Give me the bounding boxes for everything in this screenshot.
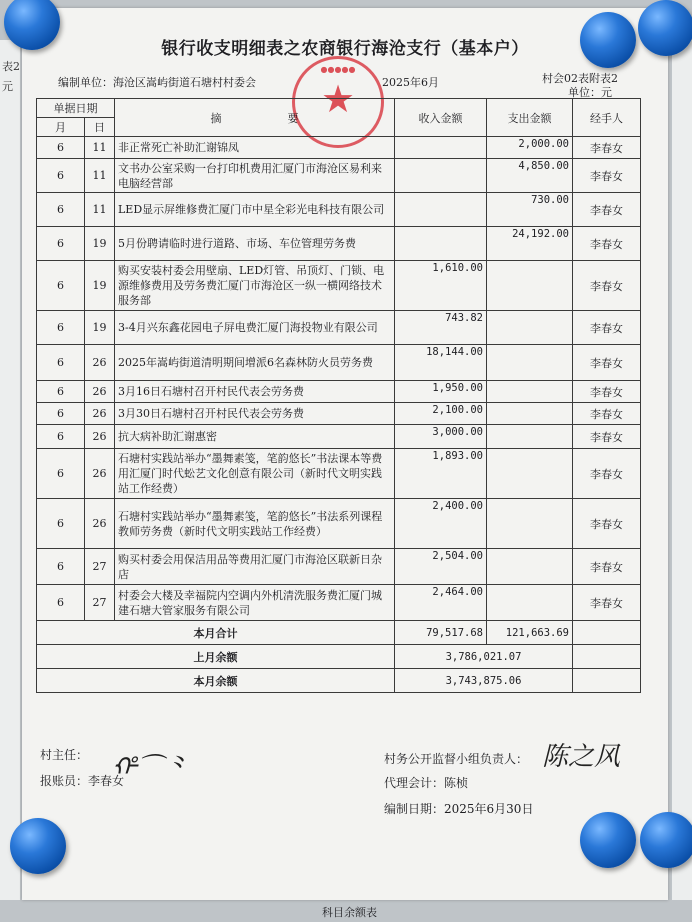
table-row	[37, 311, 641, 345]
table-row	[37, 549, 641, 585]
document-title: 银行收支明细表之农商银行海沧支行（基本户）	[161, 39, 529, 59]
currency-unit: 单位：元	[568, 86, 612, 99]
magnet-icon	[10, 818, 66, 874]
row-handler: 李春女	[573, 381, 641, 403]
row-handler: 李春女	[573, 345, 641, 381]
row-handler: 李春女	[573, 449, 641, 499]
row-handler: 李春女	[573, 159, 641, 193]
row-expense	[487, 549, 573, 585]
compile-date: 编制日期：2025年6月30日	[384, 802, 534, 816]
row-expense: 24,192.00	[487, 227, 573, 261]
row-month: 6	[37, 137, 85, 159]
row-expense: 2,000.00	[487, 137, 573, 159]
table-row	[37, 381, 641, 403]
row-day: 27	[85, 585, 115, 621]
table-row	[37, 585, 641, 621]
last-month-balance-label: 上月余额	[37, 645, 395, 669]
row-description: 3月30日石塘村召开村民代表会劳务费	[115, 403, 395, 425]
row-description: LED显示屏维修费汇厦门市中星全彩光电科技有限公司	[115, 193, 395, 227]
row-income: 743.82	[395, 311, 487, 345]
row-description: 非正常死亡补助汇谢锦凤	[115, 137, 395, 159]
table-row	[37, 403, 641, 425]
row-handler: 李春女	[573, 311, 641, 345]
header-summary: 摘 要	[115, 99, 395, 137]
row-description: 购买村委会用保洁用品等费用汇厦门市海沧区联新日杂店	[115, 549, 395, 585]
row-month: 6	[37, 403, 85, 425]
compiling-unit: 编制单位：海沧区嵩屿街道石塘村村委会	[58, 76, 256, 89]
row-expense	[487, 261, 573, 311]
header-handler: 经手人	[573, 99, 641, 137]
row-income	[395, 159, 487, 193]
row-income: 1,610.00	[395, 261, 487, 311]
row-day: 11	[85, 159, 115, 193]
adjacent-sheet-text: 表2	[2, 60, 20, 73]
seal-star-icon: ★	[320, 77, 356, 121]
row-description: 村委会大楼及幸福院内空调内外机清洗服务费汇厦门城建石塘大管家服务有限公司	[115, 585, 395, 621]
row-income: 2,504.00	[395, 549, 487, 585]
row-expense	[487, 403, 573, 425]
seal-text: ●●●●●	[320, 65, 356, 74]
row-expense	[487, 425, 573, 449]
row-description: 2025年嵩屿街道清明期间增派6名森林防火员劳务费	[115, 345, 395, 381]
row-day: 19	[85, 311, 115, 345]
row-income	[395, 193, 487, 227]
row-income: 2,400.00	[395, 499, 487, 549]
row-income: 18,144.00	[395, 345, 487, 381]
row-description: 石塘村实践站举办“墨舞素笺，笔韵悠长”书法系列课程教师劳务费（新时代文明实践站工作经费）	[115, 499, 395, 549]
row-month: 6	[37, 345, 85, 381]
row-income: 1,950.00	[395, 381, 487, 403]
table-row	[37, 159, 641, 193]
row-month: 6	[37, 193, 85, 227]
row-expense	[487, 381, 573, 403]
row-handler: 李春女	[573, 499, 641, 549]
header-income: 收入金额	[395, 99, 487, 137]
month-total-label: 本月合计	[37, 621, 395, 645]
adjacent-sheet-right	[672, 40, 692, 900]
row-month: 6	[37, 585, 85, 621]
row-handler: 李春女	[573, 549, 641, 585]
accountant-label: 代理会计：陈桢	[384, 776, 469, 790]
magnet-icon	[580, 812, 636, 868]
row-income: 2,464.00	[395, 585, 487, 621]
row-day: 26	[85, 403, 115, 425]
table-row	[37, 345, 641, 381]
row-expense	[487, 345, 573, 381]
row-description: 3-4月兴东鑫花园电子屏电费汇厦门海投物业有限公司	[115, 311, 395, 345]
row-month: 6	[37, 261, 85, 311]
row-month: 6	[37, 499, 85, 549]
row-income	[395, 227, 487, 261]
blank-cell	[573, 645, 641, 669]
row-handler: 李春女	[573, 403, 641, 425]
row-income: 3,000.00	[395, 425, 487, 449]
row-month: 6	[37, 425, 85, 449]
header-expense: 支出金额	[487, 99, 573, 137]
director-label: 村主任：	[40, 748, 89, 762]
row-day: 26	[85, 449, 115, 499]
supervisor-label: 村务公开监督小组负责人：	[384, 752, 529, 766]
row-income: 2,100.00	[395, 403, 487, 425]
row-day: 26	[85, 345, 115, 381]
table-row	[37, 499, 641, 549]
month-total-income: 79,517.68	[395, 621, 487, 645]
table-row	[37, 449, 641, 499]
row-expense	[487, 311, 573, 345]
row-day: 27	[85, 549, 115, 585]
ledger-sheet	[22, 8, 668, 900]
row-month: 6	[37, 159, 85, 193]
row-day: 26	[85, 381, 115, 403]
row-handler: 李春女	[573, 193, 641, 227]
reporter-label: 报账员：李春女	[40, 774, 125, 788]
supervisor-signature: 陈之风	[542, 742, 621, 772]
row-income	[395, 137, 487, 159]
table-row	[37, 425, 641, 449]
magnet-icon	[638, 0, 692, 56]
row-month: 6	[37, 227, 85, 261]
row-handler: 李春女	[573, 261, 641, 311]
row-description: 抗大病补助汇谢惠密	[115, 425, 395, 449]
row-expense	[487, 449, 573, 499]
row-day: 19	[85, 227, 115, 261]
row-month: 6	[37, 449, 85, 499]
row-expense	[487, 585, 573, 621]
row-day: 11	[85, 193, 115, 227]
row-month: 6	[37, 311, 85, 345]
row-month: 6	[37, 381, 85, 403]
magnet-icon	[640, 812, 692, 868]
header-date: 单据日期	[37, 99, 115, 118]
table-row	[37, 261, 641, 311]
row-day: 26	[85, 425, 115, 449]
row-day: 11	[85, 137, 115, 159]
row-description: 购买安装村委会用壁扇、LED灯管、吊顶灯、门锁、电源维修费用及劳务费汇厦门市海沧区一纵一横网络技术服务部	[115, 261, 395, 311]
last-month-balance: 3,786,021.07	[395, 645, 573, 669]
table-row	[37, 227, 641, 261]
row-income: 1,893.00	[395, 449, 487, 499]
table-row	[37, 193, 641, 227]
magnet-icon	[580, 12, 636, 68]
blank-cell	[573, 669, 641, 693]
row-day: 19	[85, 261, 115, 311]
header-month: 月	[37, 118, 85, 137]
adjacent-sheet-left	[0, 40, 20, 900]
row-expense: 4,850.00	[487, 159, 573, 193]
row-handler: 李春女	[573, 137, 641, 159]
adjacent-sheet-unit: 元	[2, 80, 13, 93]
row-description: 石塘村实践站举办“墨舞素笺，笔韵悠长”书法课本等费用汇厦门时代蚣艺文化创意有限公司（新时代文明实践站工作经费）	[115, 449, 395, 499]
row-description: 5月份聘请临时进行道路、市场、车位管理劳务费	[115, 227, 395, 261]
row-day: 26	[85, 499, 115, 549]
row-expense	[487, 499, 573, 549]
row-expense: 730.00	[487, 193, 573, 227]
row-month: 6	[37, 549, 85, 585]
header-day: 日	[85, 118, 115, 137]
report-period: 2025年6月	[382, 76, 439, 89]
row-description: 文书办公室采购一台打印机费用汇厦门市海沧区易利来电脑经营部	[115, 159, 395, 193]
form-code: 村会02表附表2	[542, 72, 618, 85]
bottom-caption: 科目余额表	[322, 906, 377, 919]
month-total-expense: 121,663.69	[487, 621, 573, 645]
row-handler: 李春女	[573, 585, 641, 621]
ledger-table	[36, 98, 641, 693]
this-month-balance: 3,743,875.06	[395, 669, 573, 693]
director-signature: ᡥ⌒⺀	[112, 753, 190, 783]
blank-cell	[573, 621, 641, 645]
row-handler: 李春女	[573, 425, 641, 449]
this-month-balance-label: 本月余额	[37, 669, 395, 693]
row-handler: 李春女	[573, 227, 641, 261]
row-description: 3月16日石塘村召开村民代表会劳务费	[115, 381, 395, 403]
table-row	[37, 137, 641, 159]
